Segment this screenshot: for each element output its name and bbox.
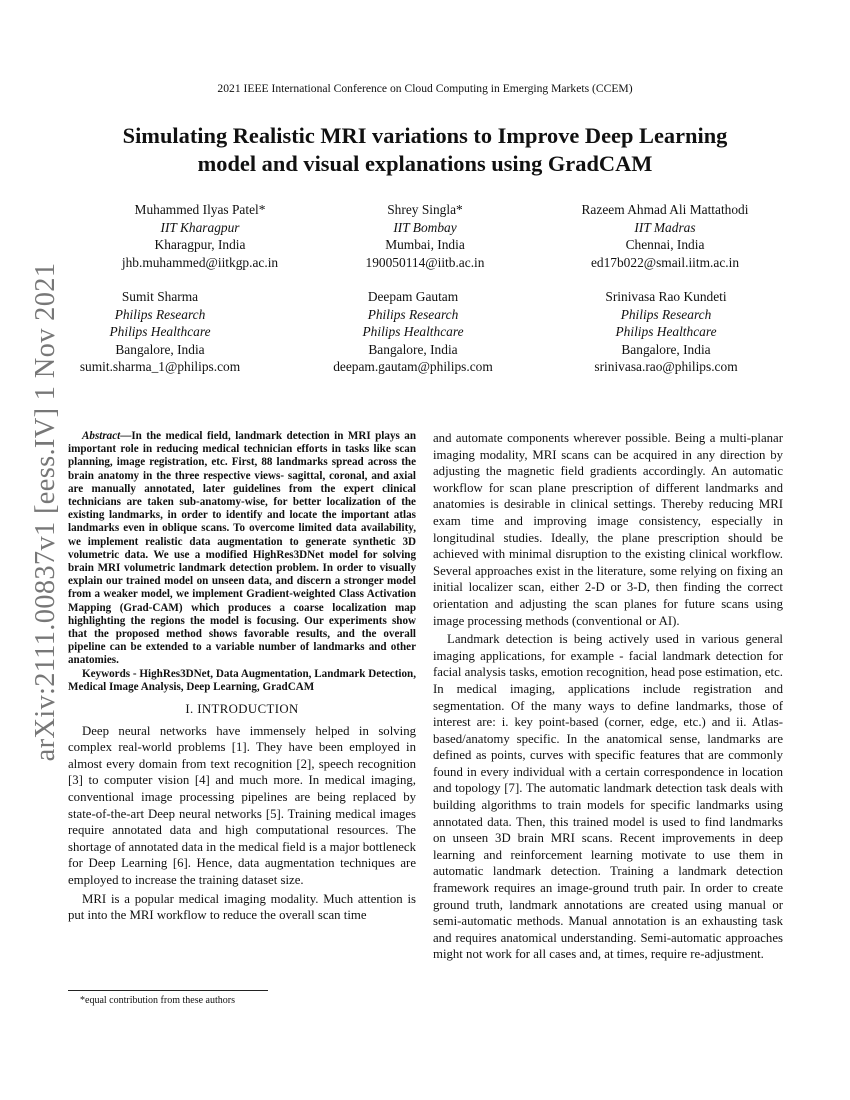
- author-affiliation: IIT Madras: [634, 219, 696, 235]
- author-affiliation: Philips Research: [620, 306, 712, 322]
- author-email: deepam.gautam@philips.com: [333, 359, 493, 374]
- paragraph: and automate components wherever possible. Being a multi-planar imaging modality, MRI scans can be acquired in any direction by adjusting the magnetic field gradients accordingly. An automatic workflow for scan plane prescription of different landmarks and anatomies is desirable in clinical settings. Thereby reducing MRI exam time and improving image consistency, especially in longitudinal studies. Ideally, the plane prescription should be achieved with minimal disruption to the existing clinical workflow. Several approaches exist in the literature, some relying on fixing an initial localizer scan, either 2-D or 3-D, then finding the correct orientation and adjusting the scan planes for future scans using image processing methods (conventional or AI).: [433, 431, 783, 628]
- author-affiliation: Philips Research: [367, 306, 459, 322]
- author-block-6: [546, 288, 786, 376]
- abstract-label: Abstract: [82, 430, 121, 442]
- author-location: Mumbai, India: [385, 237, 465, 252]
- author-affiliation-2: Philips Healthcare: [615, 324, 717, 339]
- author-name: Srinivasa Rao Kundeti: [605, 289, 727, 304]
- title-line-2: model and visual explanations using GradCAM: [197, 151, 653, 176]
- keywords-label: Keywords: [82, 667, 131, 680]
- author-name: Razeem Ahmad Ali Mattathodi: [581, 202, 749, 217]
- right-column: [433, 430, 783, 963]
- author-name: Deepam Gautam: [367, 289, 459, 304]
- author-location: Kharagpur, India: [154, 237, 246, 252]
- author-location: Bangalore, India: [115, 341, 205, 357]
- title-line-1: Simulating Realistic MRI variations to Improve Deep Learning: [122, 123, 728, 148]
- author-block-5: [293, 288, 533, 376]
- paragraph: Deep neural networks have immensely helped in solving complex real-world problems [1]. They have been employed in almost every domain from text recognition [2], speech recognition [3] to computer vision [4] and much more. In medical imaging, conventional image processing pipelines are being replaced by state-of-the-art Deep neural networks [5]. Training medical images require annotated data and high computational resources. The shortage of annotated data in the medical field is a major bottleneck for Deep Learning [6]. Hence, data augmentation techniques are employed to increase the training dataset size.: [68, 723, 416, 887]
- author-email: srinivasa.rao@philips.com: [594, 359, 738, 374]
- left-column: [68, 430, 416, 924]
- keywords: [68, 668, 416, 694]
- author-block-3: [545, 201, 785, 271]
- conference-header: 2021 IEEE International Conference on Cloud Computing in Emerging Markets (CCEM): [217, 82, 633, 95]
- author-location: Chennai, India: [625, 237, 705, 252]
- author-email: jhb.muhammed@iitkgp.ac.in: [121, 254, 279, 270]
- author-location: Bangalore, India: [621, 341, 711, 357]
- paragraph: MRI is a popular medical imaging modality. Much attention is put into the MRI workflow to reduce the overall scan time: [68, 891, 416, 923]
- footnote-rule: [68, 990, 268, 991]
- footnote: *equal contribution from these authors: [80, 995, 235, 1006]
- author-email: ed17b022@smail.iitm.ac.in: [590, 254, 740, 270]
- author-email: 190050114@iitb.ac.in: [365, 254, 485, 270]
- author-block-4: [40, 288, 280, 376]
- section-heading: I. INTRODUCTION: [185, 702, 299, 717]
- author-name: Shrey Singla*: [387, 202, 463, 217]
- paragraph: Landmark detection is being actively used in various general imaging applications, for example - facial landmark detection for facial analysis tasks, emotion recognition, head pose estimation, etc. In medical imaging, applications include registration and segmentation. Of the many ways to define landmarks, those of interest are: i. key point-based (corner, edge, etc.) and ii. Atlas-based/anatomy specific. In the anatomical sense, landmarks are defined as points, curves with specific features that are commonly found in every individual with a certain correspondence in location and topology [7]. The automatic landmark detection task deals with building algorithms to train models for specific landmarks using annotated data. Then, this trained model is used to find landmarks on unseen 3D brain MRI scans. Recent improvements in deep learning and reinforcement learning motivate to use them in automatic landmark detection. Training a landmark detection framework requires an image-ground truth pair. In order to create ground truth, landmark annotations are created using manual or semi-automatic methods. Manual annotation is an exhausting task and requires anatomical understanding. Semi-automatic approaches might not work for all cases and, at times, require re-adjustment.: [433, 632, 783, 962]
- paper-title: [60, 122, 790, 178]
- author-affiliation: IIT Bombay: [393, 219, 457, 235]
- author-name: Sumit Sharma: [121, 289, 199, 304]
- author-affiliation: IIT Kharagpur: [160, 219, 240, 235]
- abstract: [68, 430, 416, 668]
- author-block-2: [305, 201, 545, 271]
- author-location: Bangalore, India: [368, 341, 458, 357]
- author-name: Muhammed Ilyas Patel*: [134, 202, 266, 217]
- keywords-text: - HighRes3DNet, Data Augmentation, Landmark Detection, Medical Image Analysis, Deep Learning, GradCAM: [68, 667, 416, 693]
- author-affiliation: Philips Research: [114, 306, 206, 322]
- author-affiliation-2: Philips Healthcare: [109, 324, 211, 339]
- abstract-text: —In the medical field, landmark detection in MRI plays an important role in reducing medical technician efforts in tasks like scan planning, image registration, etc. First, 88 landmarks spread across the brain anatomy in the three respective views- sagittal, coronal, and axial are manually annotated, later guidelines from the expert clinical technicians are taken sub-anatomy-wise, for better localization of the existing landmarks, in order to identify and locate the important atlas landmarks even in oblique scans. To overcome limited data availability, we implement realistic data augmentation to generate synthetic 3D volumetric data. We use a modified HighRes3DNet model for solving brain MRI volumetric landmark detection problem. In order to visually explain our trained model on unseen data, and discern a stronger model from a weaker model, we implement Gradient-weighted Class Activation Mapping (Grad-CAM) which produces a coarse localization map highlighting the regions the model is focusing. Our experiments show that the proposed method shows favorable results, and the overall pipeline can be extended to a variable number of landmarks and other anatomies.: [68, 430, 416, 667]
- author-affiliation-2: Philips Healthcare: [362, 324, 464, 339]
- author-email: sumit.sharma_1@philips.com: [79, 359, 241, 374]
- arxiv-id: arXiv:2111.00837v1 [eess.IV] 1 Nov 2021: [30, 262, 61, 762]
- author-block-1: [80, 201, 320, 271]
